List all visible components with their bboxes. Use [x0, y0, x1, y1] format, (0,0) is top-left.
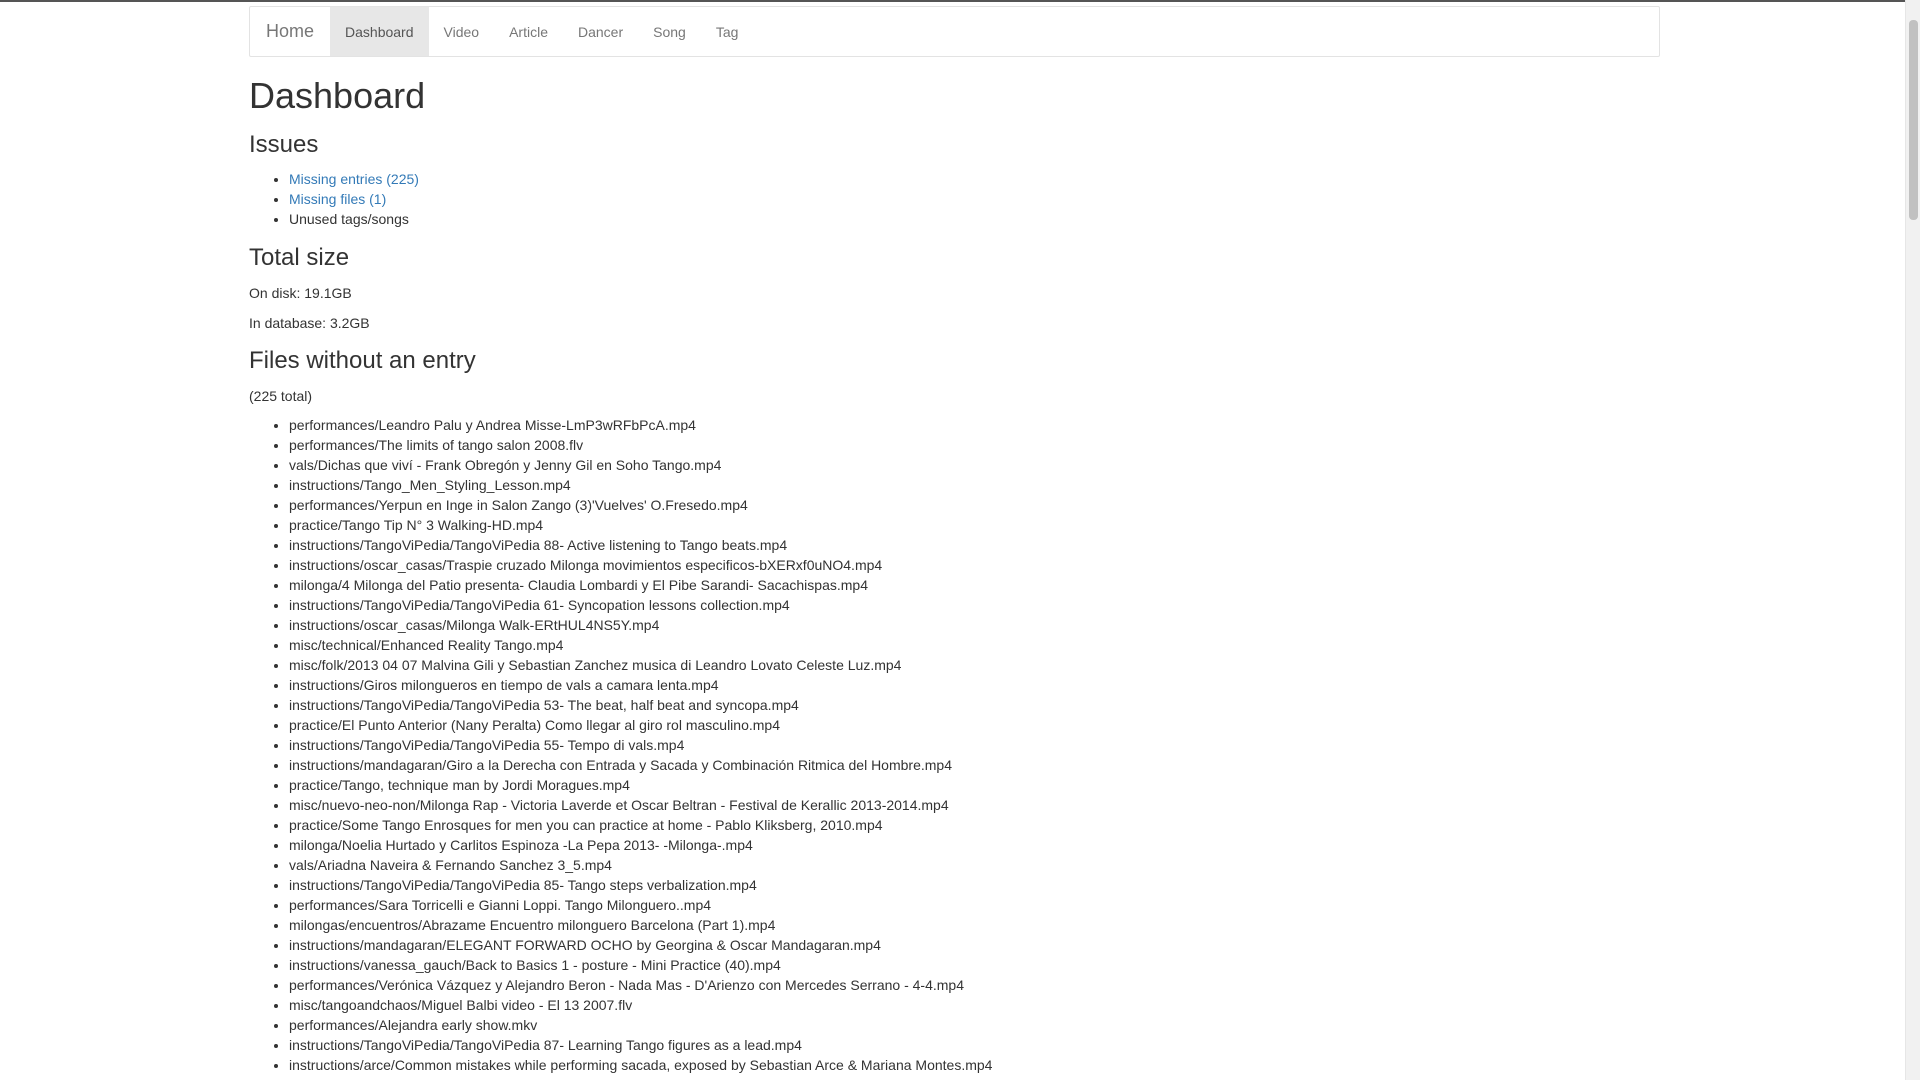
- file-list-item: • misc/technical/Enhanced Reality Tango.mp4: [289, 635, 1660, 655]
- nav-brand-home[interactable]: Home: [266, 21, 315, 41]
- file-list-item: • misc/folk/2013 04 07 Malvina Gili y Sebastian Zanchez musica di Leandro Lovato Celeste Luz.mp4: [289, 655, 1660, 675]
- file-list-item: • instructions/TangoViPedia/TangoViPedia 53- The beat, half beat and syncopa.mp4: [289, 695, 1660, 715]
- file-list-item: • instructions/TangoViPedia/TangoViPedia 85- Tango steps verbalization.mp4: [289, 875, 1660, 895]
- on-disk-size: On disk: 19.1GB: [249, 285, 352, 301]
- file-list-item: • performances/The limits of tango salon 2008.flv: [289, 435, 1660, 455]
- issues-list: [249, 169, 1660, 229]
- file-list-item: • instructions/TangoViPedia/TangoViPedia 55- Tempo di vals.mp4: [289, 735, 1660, 755]
- file-list-item: • performances/Yerpun en Inge in Salon Zango (3)'Vuelves' O.Fresedo.mp4: [289, 495, 1660, 515]
- file-list-item: • instructions/mandagaran/ELEGANT FORWARD OCHO by Georgina & Oscar Mandagaran.mp4: [289, 935, 1660, 955]
- missing-entries-link[interactable]: Missing entries (225): [289, 171, 419, 187]
- file-list-item: • vals/Ariadna Naveira & Fernando Sanchez 3_5.mp4: [289, 855, 1660, 875]
- nav-item-dancer[interactable]: Dancer: [577, 23, 624, 40]
- nav-item-tag[interactable]: Tag: [715, 23, 739, 40]
- file-list-item: • instructions/Giros milongueros en tiempo de vals a camara lenta.mp4: [289, 675, 1660, 695]
- issue-item: [289, 169, 1660, 189]
- file-list-item: • performances/Verónica Vázquez y Alejandro Beron - Nada Mas - D'Arienzo con Mercedes Serrano - 4-4.mp4: [289, 975, 1660, 995]
- file-list-item: • practice/Tango, technique man by Jordi Moragues.mp4: [289, 775, 1660, 795]
- file-list-item: • vals/Dichas que viví - Frank Obregón y Jenny Gil en Soho Tango.mp4: [289, 455, 1660, 475]
- nav-item-song[interactable]: Song: [653, 23, 686, 40]
- file-list-item: • instructions/TangoViPedia/TangoViPedia 61- Syncopation lessons collection.mp4: [289, 595, 1660, 615]
- files-list: [249, 415, 1660, 1075]
- file-list-item: • milonga/Noelia Hurtado y Carlitos Espinoza -La Pepa 2013- -Milonga-.mp4: [289, 835, 1660, 855]
- scrollbar-thumb[interactable]: [1909, 20, 1918, 220]
- file-list-item: • instructions/oscar_casas/Traspie cruzado Milonga movimientos especificos-bXERxf0uNO4.mp4: [289, 555, 1660, 575]
- file-list-item: • instructions/mandagaran/Giro a la Derecha con Entrada y Sacada y Combinación Ritmica del Hombre.mp4: [289, 755, 1660, 775]
- file-list-item: • misc/tangoandchaos/Miguel Balbi video - El 13 2007.flv: [289, 995, 1660, 1015]
- page-title: Dashboard: [249, 75, 426, 116]
- file-list-item: • performances/Sara Torricelli e Gianni Loppi. Tango Milonguero..mp4: [289, 895, 1660, 915]
- file-list-item: • practice/Tango Tip N° 3 Walking-HD.mp4: [289, 515, 1660, 535]
- file-list-item: • instructions/TangoViPedia/TangoViPedia 88- Active listening to Tango beats.mp4: [289, 535, 1660, 555]
- file-list-item: • milongas/encuentros/Abrazame Encuentro milonguero Barcelona (Part 1).mp4: [289, 915, 1660, 935]
- in-database-size: In database: 3.2GB: [249, 315, 370, 331]
- missing-files-link[interactable]: Missing files (1): [289, 191, 387, 207]
- file-list-item: • practice/El Punto Anterior (Nany Peralta) Como llegar al giro rol masculino.mp4: [289, 715, 1660, 735]
- main-container: [249, 6, 1660, 1075]
- file-list-item: • instructions/Tango_Men_Styling_Lesson.mp4: [289, 475, 1660, 495]
- nav-item-dashboard[interactable]: Dashboard: [330, 7, 429, 56]
- issue-item: [289, 189, 1660, 209]
- nav-item-article[interactable]: Article: [509, 23, 548, 40]
- file-list-item: • instructions/TangoViPedia/TangoViPedia 87- Learning Tango figures as a lead.mp4: [289, 1035, 1660, 1055]
- file-list-item: • instructions/vanessa_gauch/Back to Basics 1 - posture - Mini Practice (40).mp4: [289, 955, 1660, 975]
- file-list-item: • misc/nuevo-neo-non/Milonga Rap - Victoria Laverde et Oscar Beltran - Festival de Kerallic 2013-2014.mp4: [289, 795, 1660, 815]
- file-list-item: • practice/Some Tango Enrosques for men you can practice at home - Pablo Kliksberg, 2010.mp4: [289, 815, 1660, 835]
- total-size-heading: Total size: [249, 244, 350, 271]
- file-list-item: • instructions/oscar_casas/Milonga Walk-ERtHUL4NS5Y.mp4: [289, 615, 1660, 635]
- file-list-item: • performances/Alejandra early show.mkv: [289, 1015, 1660, 1035]
- file-list-item: • performances/Leandro Palu y Andrea Misse-LmP3wRFbPcA.mp4: [289, 415, 1660, 435]
- issues-heading: Issues: [249, 131, 319, 158]
- vertical-scrollbar[interactable]: [1905, 0, 1920, 1080]
- nav-item-video[interactable]: Video: [443, 23, 480, 40]
- files-total-count: (225 total): [249, 388, 313, 404]
- navbar: [249, 6, 1660, 57]
- file-list-item: • milonga/4 Milonga del Patio presenta- Claudia Lombardi y El Pibe Sarandi- Sacachispas.mp4: [289, 575, 1660, 595]
- unused-tags-songs-text: Unused tags/songs: [289, 211, 409, 227]
- files-without-entry-heading: Files without an entry: [249, 347, 476, 374]
- issue-item: [289, 209, 1660, 229]
- file-list-item: • instructions/arce/Common mistakes while performing sacada, exposed by Sebastian Arce & Mariana Montes.mp4: [289, 1055, 1660, 1075]
